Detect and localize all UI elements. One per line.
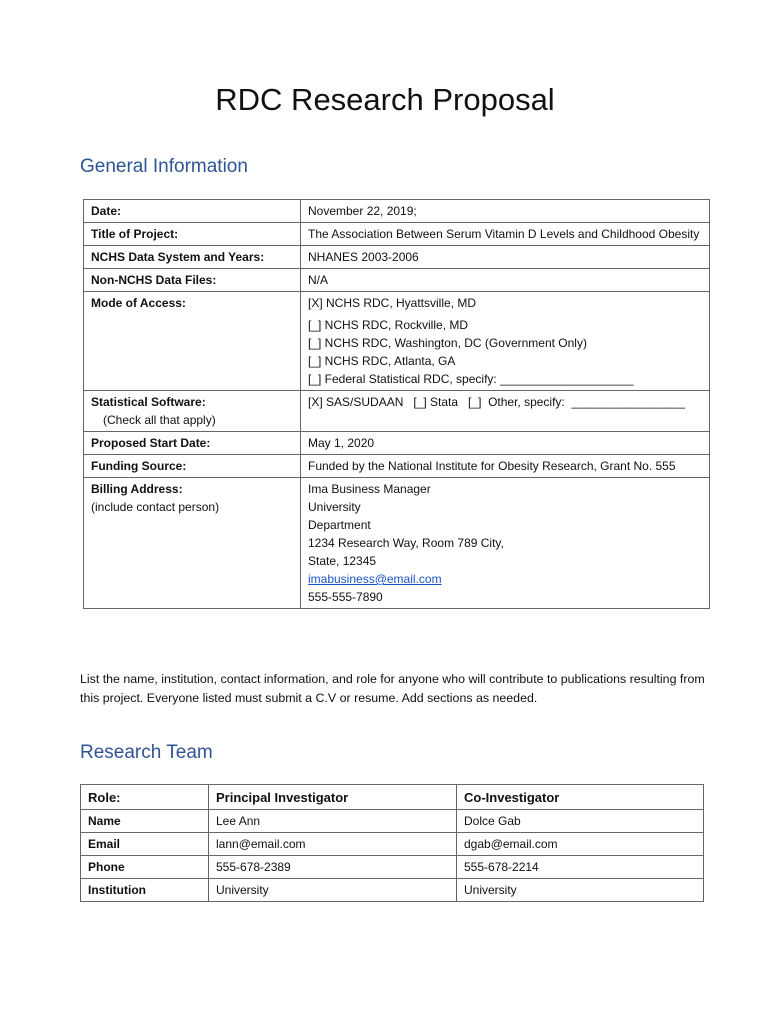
table-cell: lann@email.com — [209, 833, 457, 856]
statistical-software-value: [X] SAS/SUDAAN [_] Stata [_] Other, specify: _________________ — [301, 391, 710, 432]
mode-of-access-label: Mode of Access: — [84, 292, 301, 391]
table-row — [84, 269, 710, 292]
non-nchs-value: N/A — [301, 269, 710, 292]
date-label: Date: — [84, 200, 301, 223]
data-system-label: NCHS Data System and Years: — [84, 246, 301, 269]
billing-email-link[interactable]: imabusiness@email.com — [308, 572, 442, 586]
billing-address-note: (include contact person) — [91, 500, 220, 514]
project-title-label: Title of Project: — [84, 223, 301, 246]
table-cell: dgab@email.com — [457, 833, 704, 856]
table-cell: Lee Ann — [209, 810, 457, 833]
table-cell: 555-678-2389 — [209, 856, 457, 879]
table-row — [84, 391, 710, 432]
funding-source-label: Funding Source: — [84, 455, 301, 478]
document-title: RDC Research Proposal — [215, 82, 555, 117]
table-cell: Dolce Gab — [457, 810, 704, 833]
research-team-heading: Research Team — [80, 742, 213, 763]
access-option: [_] Federal Statistical RDC, specify: ____________________ — [308, 372, 634, 386]
mode-of-access-options — [301, 292, 710, 391]
table-row — [84, 432, 710, 455]
billing-phone: 555-555-7890 — [308, 590, 383, 604]
statistical-software-label — [84, 391, 301, 432]
table-cell: 555-678-2214 — [457, 856, 704, 879]
table-row — [84, 223, 710, 246]
table-row — [84, 478, 710, 609]
column-header: Co-Investigator — [457, 785, 704, 810]
general-information-table — [83, 199, 710, 609]
billing-line: University — [308, 500, 361, 514]
access-option: [X] NCHS RDC, Hyattsville, MD — [308, 296, 477, 310]
billing-line: State, 12345 — [308, 554, 377, 568]
table-row — [84, 292, 710, 391]
statistical-software-note: (Check all that apply) — [103, 413, 216, 427]
table-row — [84, 246, 710, 269]
row-label: Email — [81, 833, 209, 856]
funding-source-value: Funded by the National Institute for Obesity Research, Grant No. 555 — [301, 455, 710, 478]
table-header-row — [81, 785, 704, 810]
table-row — [84, 200, 710, 223]
access-option: [_] NCHS RDC, Rockville, MD — [308, 318, 469, 332]
table-row — [81, 879, 704, 902]
row-label: Institution — [81, 879, 209, 902]
general-information-heading: General Information — [80, 156, 248, 177]
billing-address-title: Billing Address: — [91, 482, 183, 496]
project-title-value: The Association Between Serum Vitamin D Levels and Childhood Obesity — [301, 223, 710, 246]
table-row — [84, 455, 710, 478]
access-option: [_] NCHS RDC, Washington, DC (Government Only) — [308, 336, 587, 350]
table-row — [81, 810, 704, 833]
start-date-value: May 1, 2020 — [301, 432, 710, 455]
table-cell: University — [457, 879, 704, 902]
billing-line: Ima Business Manager — [308, 482, 431, 496]
instructions-paragraph: List the name, institution, contact information, and role for anyone who will contribute to publications resulting from this project. Everyone listed must submit a C.V or resume. Add sections as needed. — [80, 672, 705, 705]
table-cell: University — [209, 879, 457, 902]
research-team-table — [80, 784, 704, 902]
table-row — [81, 833, 704, 856]
billing-address-value — [301, 478, 710, 609]
start-date-label: Proposed Start Date: — [84, 432, 301, 455]
billing-line: 1234 Research Way, Room 789 City, — [308, 536, 504, 550]
row-label: Name — [81, 810, 209, 833]
column-header: Principal Investigator — [209, 785, 457, 810]
non-nchs-label: Non-NCHS Data Files: — [84, 269, 301, 292]
row-label: Phone — [81, 856, 209, 879]
date-value: November 22, 2019; — [301, 200, 710, 223]
statistical-software-title: Statistical Software: — [91, 395, 206, 409]
billing-line: Department — [308, 518, 371, 532]
data-system-value: NHANES 2003-2006 — [301, 246, 710, 269]
table-row — [81, 856, 704, 879]
column-header: Role: — [81, 785, 209, 810]
access-option: [_] NCHS RDC, Atlanta, GA — [308, 354, 456, 368]
billing-address-label — [84, 478, 301, 609]
